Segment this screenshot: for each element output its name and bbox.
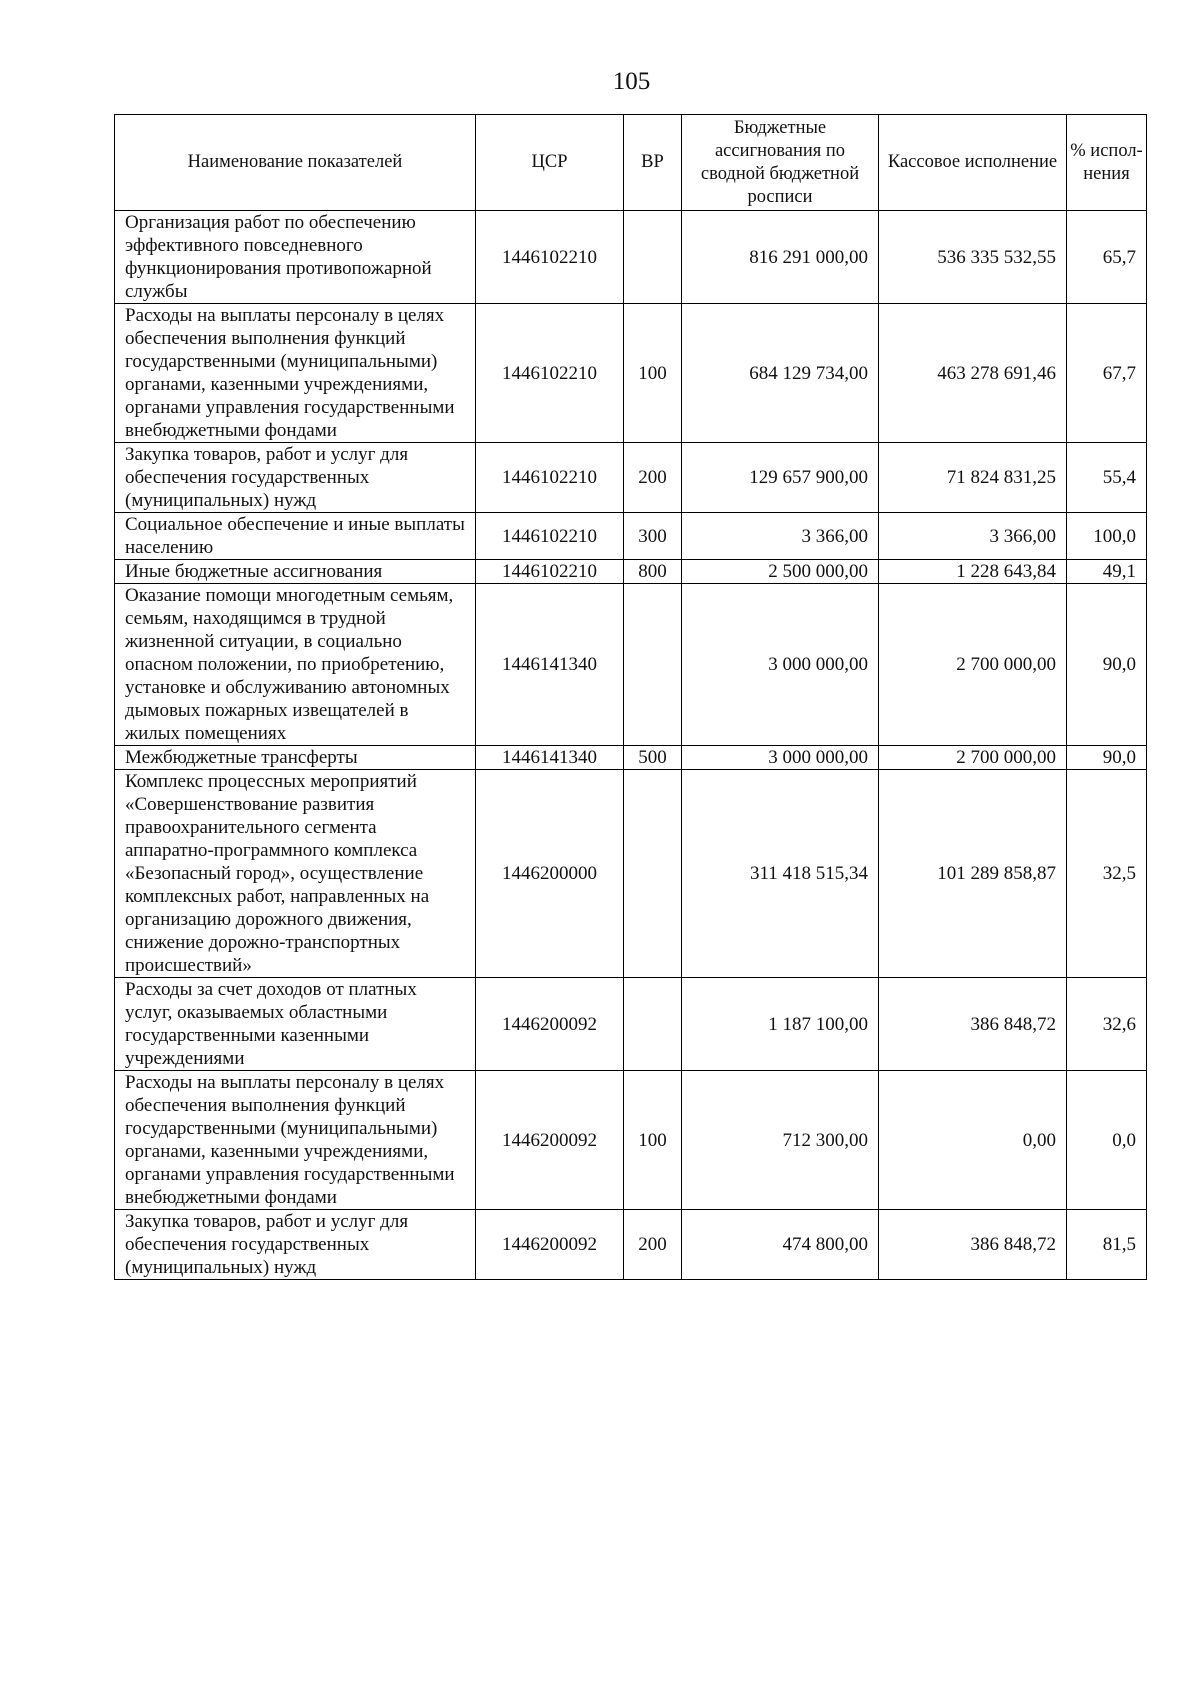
row-plan: 474 800,00 [682,1210,879,1280]
row-plan: 2 500 000,00 [682,560,879,584]
row-name: Расходы за счет доходов от платных услуг, оказываемых областными государственными казенными учреждениями [115,978,476,1071]
row-fact: 71 824 831,25 [879,443,1067,513]
row-pct: 55,4 [1067,443,1147,513]
row-name: Закупка товаров, работ и услуг для обеспечения государственных (муниципальных) нужд [115,443,476,513]
row-pct: 90,0 [1067,584,1147,746]
row-csr: 1446200092 [476,1071,624,1210]
row-name: Организация работ по обеспечению эффективного повседневного функционирования противопожарной службы [115,211,476,304]
row-pct: 49,1 [1067,560,1147,584]
table-row [115,211,1147,304]
row-vr [624,211,682,304]
header-name: Наименование показателей [115,115,476,211]
table-row [115,304,1147,443]
row-fact: 1 228 643,84 [879,560,1067,584]
row-name: Социальное обеспечение и иные выплаты населению [115,513,476,560]
row-vr [624,770,682,978]
row-plan: 3 000 000,00 [682,746,879,770]
row-plan: 129 657 900,00 [682,443,879,513]
row-pct: 32,6 [1067,978,1147,1071]
row-pct: 90,0 [1067,746,1147,770]
row-csr: 1446200000 [476,770,624,978]
row-fact: 2 700 000,00 [879,746,1067,770]
row-pct: 65,7 [1067,211,1147,304]
row-name: Оказание помощи многодетным семьям, семьям, находящимся в трудной жизненной ситуации, в социально опасном положении, по приобретению, установке и обслуживанию автономных дымовых пожарных извещателей в жилых помещениях [115,584,476,746]
row-vr: 800 [624,560,682,584]
row-name: Расходы на выплаты персоналу в целях обеспечения выполнения функций государственными (муниципальными) органами, казенными учреждениями, органами управления государственными внебюджетными фондами [115,304,476,443]
header-pct: % испол-нения [1067,115,1147,211]
row-fact: 101 289 858,87 [879,770,1067,978]
row-name: Комплекс процессных мероприятий «Совершенствование развития правоохранительного сегмента аппаратно-программного комплекса «Безопасный город», осуществление комплексных работ, направленных на организацию дорожного движения, снижение дорожно-транспортных происшествий» [115,770,476,978]
row-pct: 32,5 [1067,770,1147,978]
row-csr: 1446102210 [476,304,624,443]
row-fact: 386 848,72 [879,978,1067,1071]
row-name: Иные бюджетные ассигнования [115,560,476,584]
table-row [115,1071,1147,1210]
row-vr [624,978,682,1071]
row-plan: 816 291 000,00 [682,211,879,304]
row-vr [624,584,682,746]
row-fact: 0,00 [879,1071,1067,1210]
row-vr: 200 [624,1210,682,1280]
row-csr: 1446141340 [476,584,624,746]
page-number: 105 [612,68,651,95]
row-plan: 712 300,00 [682,1071,879,1210]
row-fact: 2 700 000,00 [879,584,1067,746]
row-vr: 200 [624,443,682,513]
table-row [115,1210,1147,1280]
row-csr: 1446102210 [476,513,624,560]
table-row [115,513,1147,560]
row-csr: 1446141340 [476,746,624,770]
row-vr: 300 [624,513,682,560]
table-row [115,560,1147,584]
row-fact: 536 335 532,55 [879,211,1067,304]
table-row [115,770,1147,978]
table-row [115,746,1147,770]
row-plan: 1 187 100,00 [682,978,879,1071]
row-plan: 3 000 000,00 [682,584,879,746]
row-vr: 100 [624,1071,682,1210]
table-row [115,443,1147,513]
row-pct: 0,0 [1067,1071,1147,1210]
row-vr: 500 [624,746,682,770]
row-csr: 1446102210 [476,560,624,584]
row-fact: 3 366,00 [879,513,1067,560]
row-plan: 3 366,00 [682,513,879,560]
header-plan: Бюджетные ассигнования по сводной бюджетной росписи [682,115,879,211]
row-pct: 81,5 [1067,1210,1147,1280]
table-header-row [115,115,1147,211]
row-name: Межбюджетные трансферты [115,746,476,770]
row-fact: 463 278 691,46 [879,304,1067,443]
table-row [115,978,1147,1071]
row-plan: 311 418 515,34 [682,770,879,978]
row-csr: 1446102210 [476,211,624,304]
row-pct: 67,7 [1067,304,1147,443]
row-name: Расходы на выплаты персоналу в целях обеспечения выполнения функций государственными (муниципальными) органами, казенными учреждениями, органами управления государственными внебюджетными фондами [115,1071,476,1210]
header-vr: ВР [624,115,682,211]
row-csr: 1446200092 [476,978,624,1071]
budget-execution-table [114,114,1147,1280]
header-csr: ЦСР [476,115,624,211]
row-csr: 1446102210 [476,443,624,513]
row-pct: 100,0 [1067,513,1147,560]
row-fact: 386 848,72 [879,1210,1067,1280]
row-vr: 100 [624,304,682,443]
row-csr: 1446200092 [476,1210,624,1280]
header-fact: Кассовое исполнение [879,115,1067,211]
row-name: Закупка товаров, работ и услуг для обеспечения государственных (муниципальных) нужд [115,1210,476,1280]
table-row [115,584,1147,746]
row-plan: 684 129 734,00 [682,304,879,443]
